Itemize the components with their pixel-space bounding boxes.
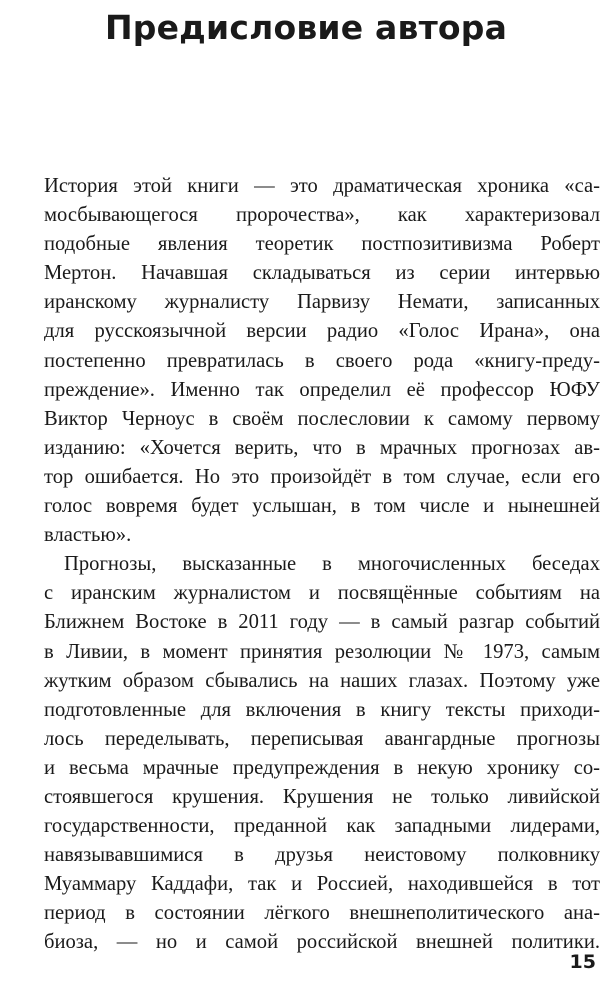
text-line: государственности, преданной как западными лидерами, — [44, 815, 600, 838]
page-title: Предисловие автора — [104, 8, 508, 47]
text-line: подобные явления теоретик постпозитивизма Роберт — [44, 233, 600, 256]
page-number: 15 — [569, 951, 596, 973]
text-line: властью». — [44, 524, 132, 547]
text-line: постепенно превратилась в своего рода «книгу-преду- — [44, 349, 600, 372]
text-line: подготовленные для включения в книгу тексты приходи- — [44, 698, 600, 721]
text-line: навязывавшимися в друзья неистовому полковнику — [44, 844, 600, 867]
text-line: для русскоязычной версии радио «Голос Ирана», она — [44, 320, 600, 343]
text-line: Мертон. Начавшая складываться из серии интервью — [44, 262, 600, 285]
text-line: стоявшегося крушения. Крушения не только ливийской — [44, 785, 600, 808]
text-line: преждение». Именно так определил её профессор ЮФУ — [44, 378, 600, 401]
text-line: иранскому журналисту Парвизу Немати, записанных — [44, 291, 600, 314]
text-line: тор ошибается. Но это произойдёт в том случае, если его — [44, 465, 600, 488]
text-line: в Ливии, в момент принятия резолюции № 1973, самым — [44, 640, 600, 663]
paragraph — [44, 550, 600, 957]
text-line: Муаммару Каддафи, так и Россией, находившейся в тот — [44, 873, 600, 896]
paragraph — [44, 172, 600, 550]
text-line: жутким образом сбывались на наших глазах. Поэтому уже — [44, 669, 600, 692]
text-line: голос вовремя будет услышан, в том числе и нынешней — [44, 495, 600, 518]
text-line: с иранским журналистом и посвящённые событиям на — [44, 582, 600, 605]
text-line: период в состоянии лёгкого внешнеполитического ана- — [44, 902, 600, 925]
text-line: Прогнозы, высказанные в многочисленных беседах — [64, 553, 600, 576]
text-line: изданию: «Хочется верить, что в мрачных прогнозах ав- — [44, 436, 600, 459]
text-line: и весьма мрачные предупреждения в некую хронику со- — [44, 756, 600, 779]
text-line: История этой книги — это драматическая хроника «са- — [44, 175, 600, 197]
body-text — [44, 172, 600, 958]
text-line: Виктор Черноус в своём послесловии к самому первому — [44, 407, 600, 430]
text-line: мосбывающегося пророчества», как характеризовал — [44, 204, 600, 227]
text-line: биоза, — но и самой российской внешней политики. — [44, 931, 600, 954]
text-line: лось переделывать, переписывая авангардные прогнозы — [44, 727, 600, 750]
text-line: Ближнем Востоке в 2011 году — в самый разгар событий — [44, 611, 600, 634]
